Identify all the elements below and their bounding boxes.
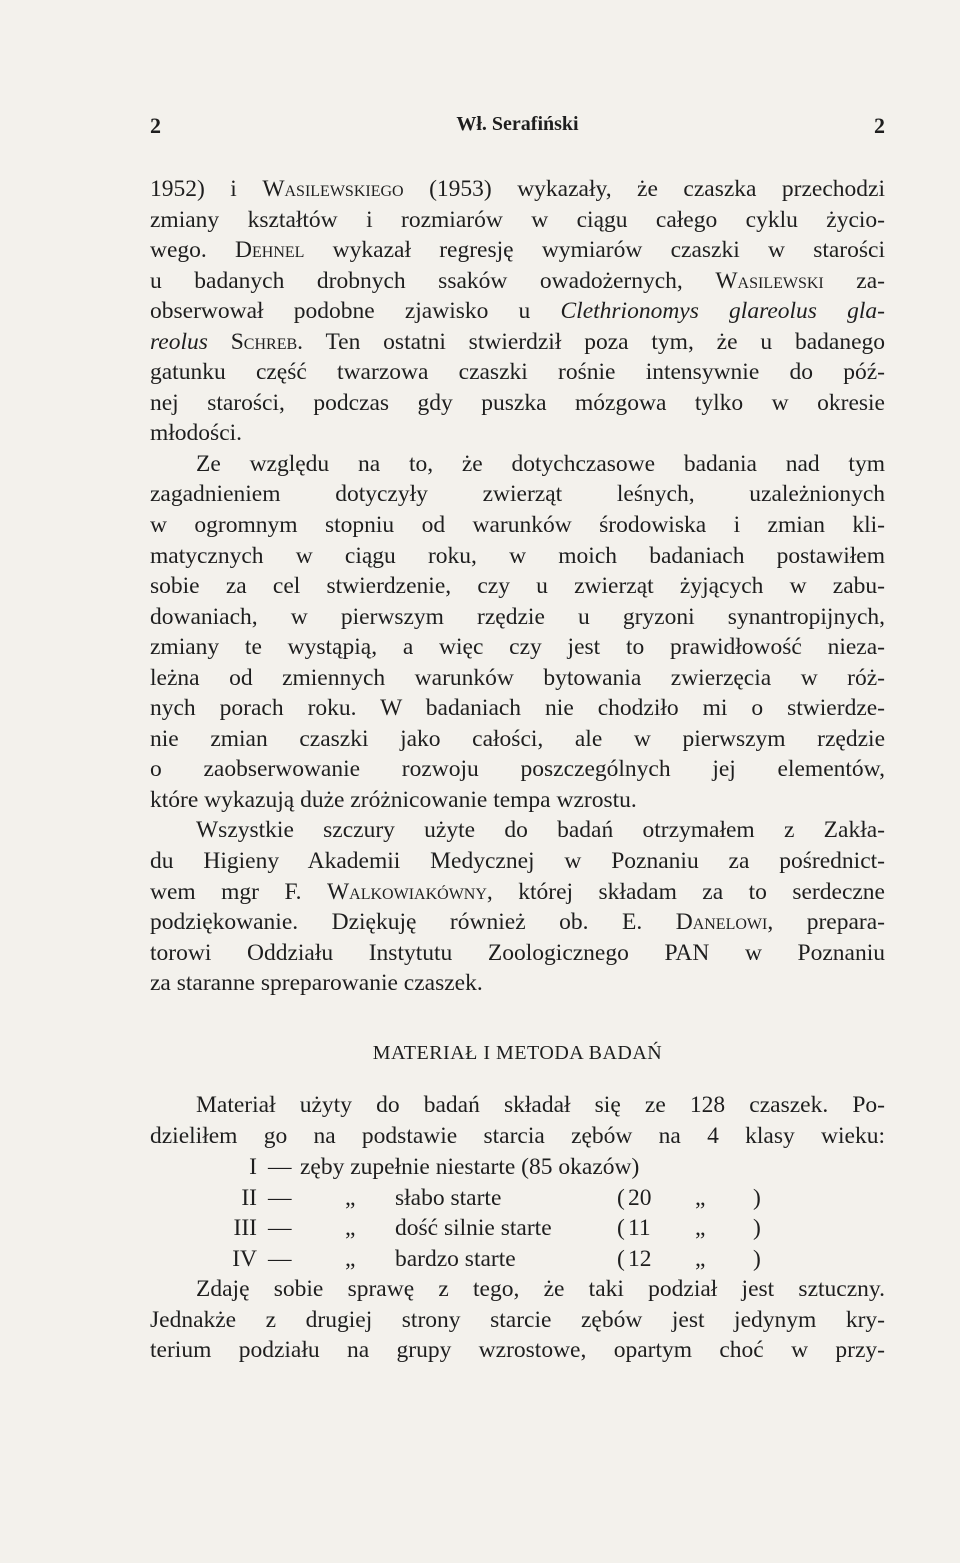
class-numeral: IV — [232, 1245, 257, 1272]
open-paren: ( — [617, 1184, 625, 1211]
text-line: leżna od zmiennych warunków bytowania zwierzęcia w róż- — [150, 664, 885, 691]
close-paren: ) — [753, 1184, 761, 1211]
paragraph-4 — [150, 1090, 885, 1151]
text-line: za staranne spreparowanie czaszek. — [150, 970, 483, 997]
text-line: podziękowanie. Dziękuję również ob. E. Danelowi, prepara- — [150, 909, 885, 936]
age-class-row — [150, 1244, 885, 1275]
age-class-row — [150, 1183, 885, 1214]
ditto-mark: „ — [695, 1215, 706, 1242]
text-line: u badanych drobnych ssaków owadożernych, Wasilewski za- — [150, 267, 885, 294]
ditto-mark: „ — [345, 1245, 356, 1272]
class-dash: — — [268, 1154, 292, 1180]
class-description: dość silnie starte — [395, 1215, 552, 1242]
close-paren: ) — [753, 1215, 761, 1242]
class-dash: — — [268, 1245, 292, 1272]
text-line: Zdaję sobie sprawę z tego, że taki podział jest sztuczny. — [196, 1276, 885, 1302]
ditto-mark: „ — [345, 1215, 356, 1242]
text-line: nych porach roku. W badaniach nie chodziło mi o stwierdze- — [150, 695, 885, 722]
class-description: zęby zupełnie niestarte (85 okazów) — [300, 1154, 640, 1180]
text-line: Materiał użyty do badań składał się ze 128 czaszek. Po- — [196, 1092, 885, 1118]
class-dash: — — [268, 1215, 292, 1242]
text-line: obserwował podobne zjawisko u Clethrionomys glareolus gla- — [150, 298, 885, 325]
text-line: o zaobserwowanie rozwoju poszczególnych jej elementów, — [150, 756, 885, 783]
text-line: wem mgr F. Walkowiakówny, której składam za to serdeczne — [150, 878, 885, 905]
text-line: Ze względu na to, że dotychczasowe badania nad tym — [196, 450, 885, 477]
class-description: bardzo starte — [395, 1245, 516, 1272]
ditto-mark: „ — [695, 1184, 706, 1211]
text-line: zagadnieniem dotyczyły zwierząt leśnych, uzależnionych — [150, 481, 885, 508]
page-header — [150, 113, 885, 147]
class-count: 11 — [628, 1215, 651, 1242]
text-line: nej starości, podczas gdy puszka mózgowa tylko w okresie — [150, 389, 885, 416]
class-description: słabo starte — [395, 1184, 502, 1211]
page-number-right: 2 — [874, 113, 885, 138]
text-line: wego. Dehnel wykazał regresję wymiarów czaszki w starości — [150, 237, 885, 264]
class-numeral: III — [233, 1215, 257, 1242]
text-line: torowi Oddziału Instytutu Zoologicznego PAN w Poznaniu — [150, 939, 885, 966]
text-line: 1952) i Wasilewskiego (1953) wykazały, że czaszka przechodzi — [150, 176, 885, 202]
text-line: reolus Schreb. Ten ostatni stwierdził poza tym, że u badanego — [150, 328, 886, 355]
class-numeral: I — [249, 1154, 257, 1180]
text-line: zmiany kształtów i rozmiarów w ciągu całego cyklu życio- — [150, 206, 885, 233]
text-line: du Higieny Akademii Medycznej w Poznaniu za pośrednict- — [150, 848, 885, 875]
class-count: 12 — [628, 1245, 652, 1272]
class-dash: — — [268, 1184, 292, 1211]
page-number-left: 2 — [150, 113, 161, 138]
species-name: reolus — [150, 328, 208, 355]
text-line: dowaniach, w pierwszym rzędzie u gryzoni synantropijnych, — [150, 603, 885, 630]
text-line: zmiany te wystąpią, a więc czy jest to prawidłowość nieza- — [150, 634, 885, 661]
text-line: młodości. — [150, 420, 243, 447]
class-count: 20 — [628, 1184, 652, 1211]
running-title: Wł. Serafiński — [456, 113, 579, 135]
section-heading: MATERIAŁ I METODA BADAŃ — [372, 1042, 663, 1064]
text-line: matycznych w ciągu roku, w moich badaniach postawiłem — [150, 542, 885, 569]
paragraph-1 — [150, 174, 885, 999]
text-line: terium podziału na grupy wzrostowe, opartym choć w przy- — [150, 1337, 885, 1364]
text-line: nie zmian czaszki jako całości, ale w pierwszym rzędzie — [150, 725, 885, 752]
paragraph-5 — [150, 1274, 885, 1366]
class-numeral: II — [241, 1184, 257, 1211]
text-line: w ogromnym stopniu od warunków środowiska i zmian kli- — [150, 512, 885, 539]
text-line: dzieliłem go na podstawie starcia zębów na 4 klasy wieku: — [150, 1122, 885, 1149]
age-class-row — [150, 1152, 885, 1183]
text-line: Jednakże z drugiej strony starcie zębów jest jedynym kry- — [150, 1306, 885, 1333]
text-line: które wykazują duże zróżnicowanie tempa wzrostu. — [150, 786, 637, 813]
open-paren: ( — [617, 1245, 625, 1272]
ditto-mark: „ — [695, 1245, 706, 1272]
ditto-mark: „ — [345, 1184, 356, 1211]
text-line: Wszystkie szczury użyte do badań otrzymałem z Zakła- — [196, 817, 885, 844]
text-line: sobie za cel stwierdzenie, czy u zwierząt żyjących w zabu- — [150, 573, 885, 600]
age-class-list — [150, 1152, 885, 1274]
age-class-row — [150, 1213, 885, 1244]
text-line: gatunku część twarzowa czaszki rośnie intensywnie do póź- — [150, 359, 885, 386]
open-paren: ( — [617, 1215, 625, 1242]
close-paren: ) — [753, 1245, 761, 1272]
species-name: Clethrionomys glareolus gla- — [560, 298, 885, 325]
